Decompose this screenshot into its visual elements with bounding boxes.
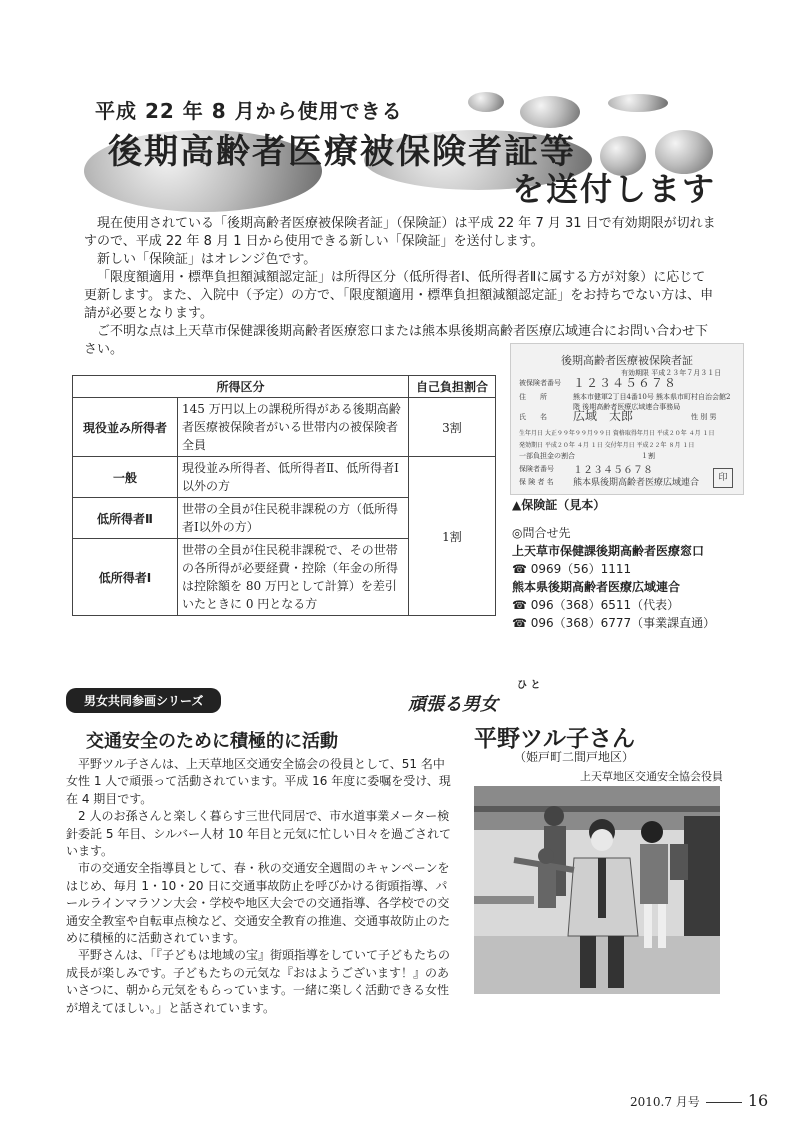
table-cell-category: 一般 xyxy=(73,457,178,498)
table-cell-rate: 3割 xyxy=(409,398,496,457)
table-cell-rate: 1割 xyxy=(409,457,496,616)
card-insurer-label: 保 険 者 名 xyxy=(519,478,554,486)
table-cell-category: 現役並み所得者 xyxy=(73,398,178,457)
copay-table xyxy=(72,375,496,616)
series-title-ruby: ひ と xyxy=(517,680,541,691)
card-number: １２３４５６７８ xyxy=(573,376,678,390)
person-region: （姫戸町二間戸地区） xyxy=(514,750,635,764)
card-insurer: 熊本県後期高齢者医療広域連合 xyxy=(573,478,700,488)
table-row xyxy=(73,457,496,498)
person-name: 平野ツル子さん xyxy=(474,726,635,752)
article-paragraph: 2 人のお孫さんと楽しく暮らす三世代同居で、市水道事業メーター検針委託 5 年目、シルバー人材 10 年目と元気に忙しい日々を過ごされています。 xyxy=(66,809,452,859)
person-photo xyxy=(474,786,720,994)
table-header-row xyxy=(73,376,496,398)
page-title: 後期高齢者医療被保険者証等 xyxy=(108,132,576,172)
card-birth: 生年月日 大正９９年９９月９９日 資格取得年月日 平成２０年 ４月 １日 xyxy=(519,430,715,437)
decorative-sphere xyxy=(608,94,668,112)
column-header-rate: 自己負担割合 xyxy=(409,376,496,398)
contact-org: 上天草市保健課後期高齢者医療窓口 xyxy=(512,544,705,558)
footer-rule xyxy=(706,1102,742,1103)
table-cell-description: 世帯の全員が住民税非課税の方（低所得者Ⅰ以外の方） xyxy=(178,498,409,539)
article-paragraph: 平野ツル子さんは、上天草地区交通安全協会の役員として、51 名中女性 1 人で頑張って活動されています。平成 16 年度に委嘱を受け、現在 4 期目です。 xyxy=(66,757,451,806)
card-caption: ▲保険証（見本） xyxy=(512,498,606,512)
table-cell-category: 低所得者Ⅰ xyxy=(73,539,178,616)
card-copay: １割 xyxy=(641,452,655,460)
card-validity: 有効期限 平成２３年７月３１日 xyxy=(621,369,722,377)
article-paragraph: 市の交通安全指導員として、春・秋の交通安全週間のキャンペーンをはじめ、毎月 1・10・20 日に交通事故防止を呼びかける街頭指導、パールラインマラソン大会・学校や地区大会での交通指導、各学校での交通安全教室や自転車点検など、交通安全教育の推進、交通事故防止のために積極的に活動されています。 xyxy=(66,861,451,946)
intro-paragraph: 「限度額適用・標準負担額減額認定証」は所得区分（低所得者Ⅰ、低所得者Ⅱに属する方が対象）に応じて更新します。また、入院中（予定）の方で、「限度額適用・標準負担額減額認定証」をお持ちでない方は、申請が必要となります。 xyxy=(84,270,714,321)
card-title: 後期高齢者医療被保険者証 xyxy=(561,354,693,367)
column-header-category: 所得区分 xyxy=(73,376,409,398)
card-sex: 性 別 男 xyxy=(691,413,717,421)
card-issue: 発効期日 平成２０年 ４月 １日 交付年月日 平成２２年 ８月 １日 xyxy=(519,442,695,449)
card-copay-label: 一部負担金の割合 xyxy=(519,452,575,460)
person-role: 上天草地区交通安全協会役員 xyxy=(580,770,723,783)
contact-phone: ☎ 096（368）6777（事業課直通） xyxy=(512,616,716,630)
contact-org: 熊本県後期高齢者医療広域連合 xyxy=(512,580,681,594)
article-paragraph: 平野さんは、「『子どもは地域の宝』街頭指導をしていて子どもたちの成長が楽しみです。子どもたちの元気な『おはようございます！』のあいさつに、朝から元気をもらっています。一緒に楽しく活動できる女性が増えてほしい。」と話されています。 xyxy=(66,948,451,1015)
intro-paragraph: 現在使用されている「後期高齢者医療被保険者証」（保険証）は平成 22 年 7 月 31 日で有効期限が切れますので、平成 22 年 8 月 1 日から使用できる新しい「保険証」を送付します。 xyxy=(84,216,716,249)
page-number: 16 xyxy=(747,1091,769,1110)
table-cell-description: 現役並み所得者、低所得者Ⅱ、低所得者Ⅰ以外の方 xyxy=(178,457,409,498)
series-title: 頑張る男女 xyxy=(408,694,498,715)
page-title-line2: を送付します xyxy=(512,170,717,208)
contact-phone: ☎ 0969（56）1111 xyxy=(512,562,632,576)
intro-paragraph: ご不明な点は上天草市保健課後期高齢者医療窓口または熊本県後期高齢者医療広域連合にお問い合わせ下さい。 xyxy=(84,324,709,357)
card-address-label: 住 所 xyxy=(519,393,547,401)
contact-phone: ☎ 096（368）6511（代表） xyxy=(512,598,680,612)
table-cell-description: 世帯の全員が住民税非課税で、その世帯の各所得が必要経費・控除（年金の所得は控除額を 80 万円として計算）を差引いたときに 0 円となる方 xyxy=(178,539,409,616)
card-address: 熊本市健軍2丁目4番10号 熊本県市町村自治会館2階 後期高齢者医療広域連合事務局 xyxy=(573,393,731,411)
series-badge: 男女共同参画シリーズ xyxy=(66,688,221,713)
card-insurer-number: １２３４５６７８ xyxy=(573,465,653,476)
page-footer xyxy=(630,1091,768,1110)
card-name: 広域 太郎 xyxy=(573,409,634,423)
insurance-card-sample xyxy=(510,343,744,495)
table-cell-description: 145 万円以上の課税所得がある後期高齢者医療被保険者がいる世帯内の被保険者全員 xyxy=(178,398,409,457)
header-kicker: 平成 22 年 8 月から使用できる xyxy=(95,99,403,123)
intro-text xyxy=(84,215,716,359)
card-insurer-number-label: 保険者番号 xyxy=(519,465,554,473)
card-name-label: 氏 名 xyxy=(519,413,547,421)
table-row xyxy=(73,398,496,457)
article-body xyxy=(66,756,456,1017)
card-number-label: 被保険者番号 xyxy=(519,379,561,387)
decorative-sphere xyxy=(468,92,504,112)
stamp-icon: 印 xyxy=(713,468,733,488)
issue-label: 2010.7 月号 xyxy=(630,1095,700,1109)
table-cell-category: 低所得者Ⅱ xyxy=(73,498,178,539)
contact-info xyxy=(512,524,715,632)
intro-paragraph: 新しい「保険証」はオレンジ色です。 xyxy=(97,252,317,267)
contact-heading: ◎問合せ先 xyxy=(512,526,571,540)
article-headline: 交通安全のために積極的に活動 xyxy=(86,731,338,752)
